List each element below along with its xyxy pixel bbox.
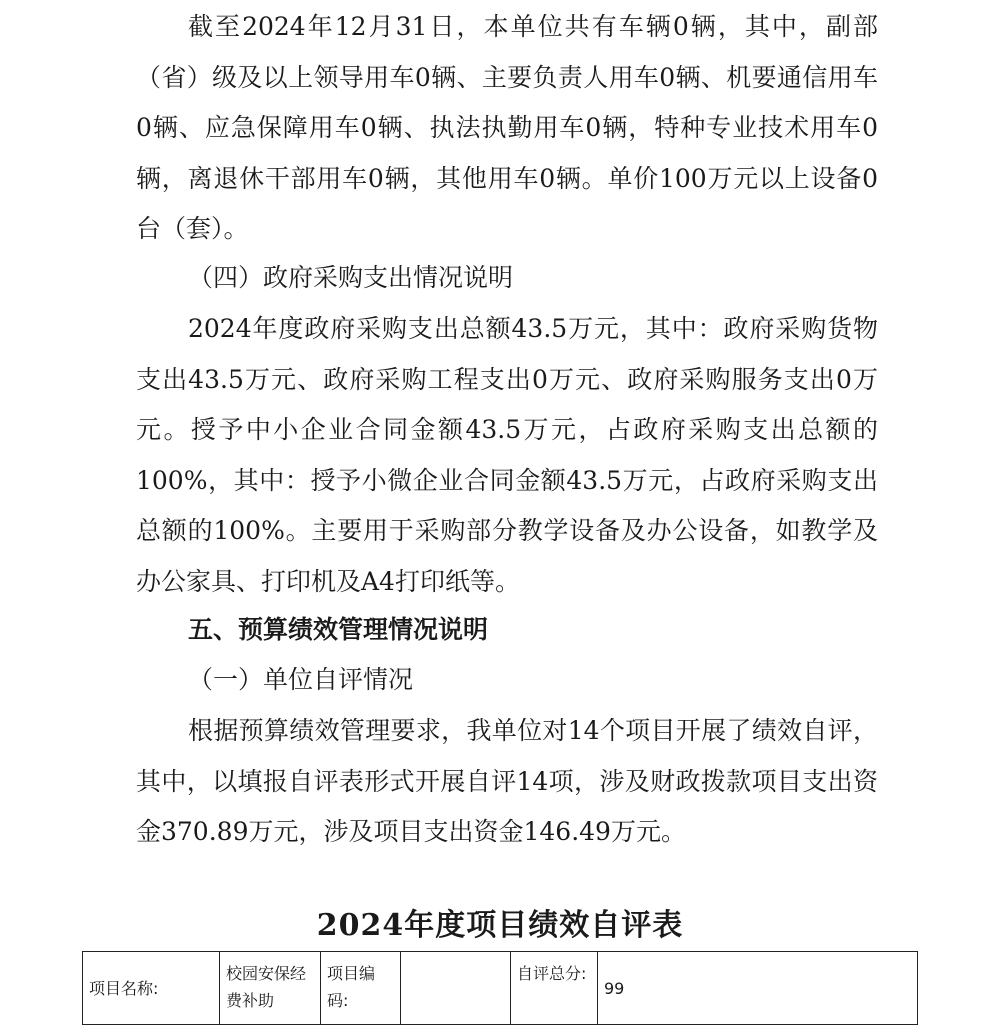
project-name-label: 项目名称:: [83, 952, 220, 1025]
section-five-heading: 五、预算绩效管理情况说明: [188, 615, 489, 644]
self-evaluation-subheading: （一）单位自评情况: [188, 665, 414, 694]
self-score-value: 99: [598, 952, 918, 1025]
self-score-label: 自评总分:: [511, 952, 598, 1025]
project-code-label: 项目编码:: [321, 952, 401, 1025]
procurement-paragraph: 2024年度政府采购支出总额43.5万元，其中：政府采购货物支出43.5万元、政府采购工程支出0万元、政府采购服务支出0万元。授予中小企业合同金额43.5万元，占政府采购支出总额的100%，其中：授予小微企业合同金额43.5万元，占政府采购支出总额的100%。主要用于采购部分教学设备及办公设备，如教学及办公家具、打印机及A4打印纸等。: [136, 314, 878, 596]
table-title: 2024年度项目绩效自评表: [316, 908, 684, 943]
performance-evaluation-table: [82, 951, 918, 1025]
table-row: [83, 952, 918, 1025]
procurement-subheading: （四）政府采购支出情况说明: [188, 263, 514, 292]
self-evaluation-paragraph: 根据预算绩效管理要求，我单位对14个项目开展了绩效自评，其中，以填报自评表形式开展自评14项，涉及财政拨款项目支出资金370.89万元，涉及项目支出资金146.49万元。: [136, 716, 878, 846]
vehicle-paragraph: 截至2024年12月31日，本单位共有车辆0辆，其中，副部（省）级及以上领导用车0辆、主要负责人用车0辆、机要通信用车0辆、应急保障用车0辆、执法执勤用车0辆，特种专业技术用车0辆，离退休干部用车0辆，其他用车0辆。单价100万元以上设备0台（套）。: [136, 12, 878, 243]
project-name-value: 校园安保经费补助: [220, 952, 321, 1025]
project-code-value: [401, 952, 511, 1025]
